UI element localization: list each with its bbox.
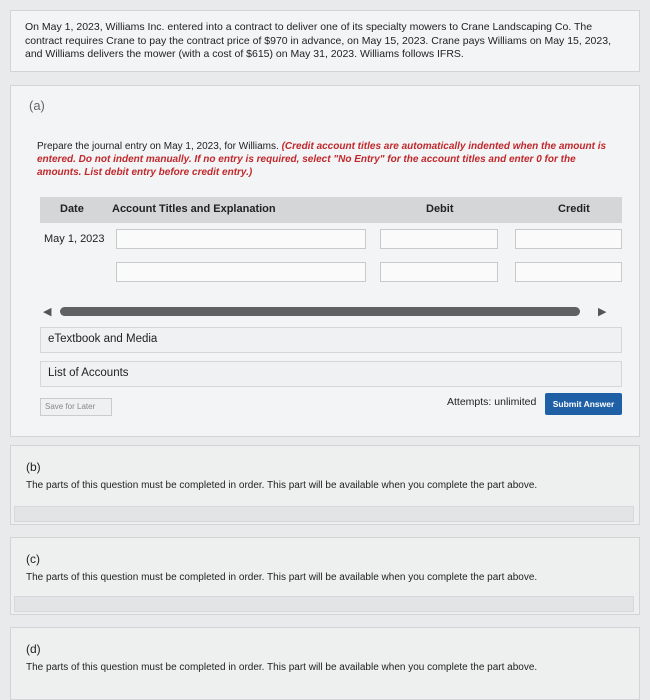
scroll-left-arrow-icon[interactable]: ◀ — [43, 306, 52, 318]
entry-date: May 1, 2023 — [44, 233, 105, 245]
attempts-text: Attempts: unlimited — [447, 396, 537, 408]
instructions — [37, 140, 622, 179]
list-of-accounts-link[interactable] — [40, 361, 622, 387]
debit-input-2[interactable] — [380, 262, 498, 282]
instruction-prefix: Prepare the journal entry on May 1, 2023, for Williams. — [37, 141, 279, 152]
journal-table-header — [40, 197, 622, 223]
part-c-strip — [14, 596, 634, 612]
part-c-panel — [10, 537, 640, 615]
instruction-italic: (Credit account titles are automatically indented when the amount is entered. Do not indent manually. If no entry is required, select "No Entry" for the account titles and enter 0 for the amounts. List debit entry before credit entry.) — [37, 141, 607, 178]
save-for-later-button[interactable]: Save for Later — [40, 398, 112, 416]
part-d-text: The parts of this question must be completed in order. This part will be available when you complete the part above. — [26, 662, 538, 673]
col-account: Account Titles and Explanation — [112, 203, 276, 215]
part-b-panel — [10, 445, 640, 525]
debit-input-1[interactable] — [380, 229, 498, 249]
part-d-panel — [10, 627, 640, 700]
problem-text: On May 1, 2023, Williams Inc. entered into a contract to deliver one of its specialty mowers to Crane Landscaping Co. The contract requires Crane to pay the contract price of $970 in advance, on May 15, 2023. Crane pays Williams on May 15, 2023, and Williams delivers the mower (with a cost of $615) on May 31, 2023. Williams follows IFRS. — [25, 21, 611, 60]
credit-input-2[interactable] — [515, 262, 622, 282]
credit-input-1[interactable] — [515, 229, 622, 249]
list-of-accounts-label: List of Accounts — [48, 367, 129, 379]
etextbook-link[interactable] — [40, 327, 622, 353]
part-a-label: (a) — [29, 98, 45, 113]
problem-statement — [10, 10, 640, 72]
col-credit: Credit — [558, 203, 590, 215]
col-date: Date — [60, 203, 84, 215]
part-c-text: The parts of this question must be completed in order. This part will be available when you complete the part above. — [26, 572, 538, 583]
col-debit: Debit — [426, 203, 454, 215]
etextbook-label: eTextbook and Media — [48, 333, 158, 345]
part-b-strip — [14, 506, 634, 522]
scroll-right-arrow-icon[interactable]: ▶ — [598, 306, 607, 318]
horizontal-scrollbar[interactable] — [60, 307, 580, 316]
account-title-input-1[interactable] — [116, 229, 366, 249]
part-d-label: (d) — [26, 642, 41, 656]
account-title-input-2[interactable] — [116, 262, 366, 282]
submit-answer-button[interactable]: Submit Answer — [545, 393, 622, 415]
part-c-label: (c) — [26, 552, 40, 566]
part-b-label: (b) — [26, 460, 41, 474]
part-b-text: The parts of this question must be completed in order. This part will be available when you complete the part above. — [26, 480, 538, 491]
